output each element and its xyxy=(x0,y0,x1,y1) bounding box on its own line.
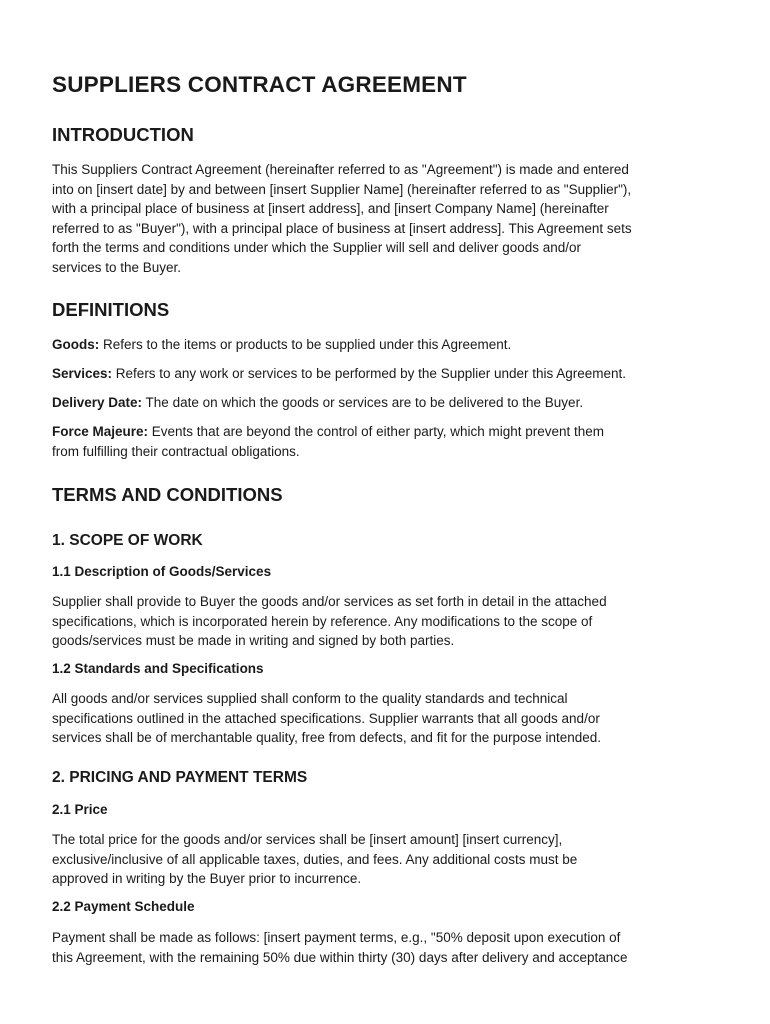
introduction-line: referred to as "Buyer"), with a principal place of business at [insert address]. This Agreement sets xyxy=(52,220,632,236)
section-line: Supplier shall provide to Buyer the goods and/or services as set forth in detail in the attached xyxy=(52,594,607,609)
section-1-1-heading: 1.1 Description of Goods/Services xyxy=(52,564,272,579)
terms-heading: TERMS AND CONDITIONS xyxy=(52,484,283,505)
section-2-2-heading: 2.2 Payment Schedule xyxy=(52,899,195,914)
section-2-2-paragraph xyxy=(52,928,724,967)
definition-term: Services: xyxy=(52,366,113,381)
section-1-1-paragraph xyxy=(52,592,724,651)
definition-line xyxy=(52,364,724,384)
definitions-heading: DEFINITIONS xyxy=(52,299,170,320)
introduction-line: with a principal place of business at [insert address], and [insert Company Name] (hereinafter xyxy=(52,201,609,216)
section-line: The total price for the goods and/or services shall be [insert amount] [insert currency], xyxy=(52,832,563,847)
section-line: Payment shall be made as follows: [insert payment terms, e.g., "50% deposit upon execution of xyxy=(52,930,621,945)
definition-force-majeure xyxy=(52,422,724,461)
definition-text: The date on which the goods or services are to be delivered to the Buyer. xyxy=(142,395,584,410)
introduction-line: into on [insert date] by and between [insert Supplier Name] (hereinafter referred to as "Supplier"), xyxy=(52,181,632,197)
introduction-paragraph xyxy=(52,160,724,277)
definition-term: Delivery Date: xyxy=(52,395,143,410)
definition-goods xyxy=(52,335,724,355)
section-line: specifications, which is incorporated herein by reference. Any modifications to the scope of xyxy=(52,613,593,629)
section-line: services shall be of merchantable quality, free from defects, and fit for the purpose intended. xyxy=(52,730,602,745)
section-line: All goods and/or services supplied shall conform to the quality standards and technical xyxy=(52,691,568,706)
section-line: goods/services must be made in writing and signed by both parties. xyxy=(52,633,455,648)
definition-text: Events that are beyond the control of either party, which might prevent them xyxy=(148,424,605,439)
introduction-heading: INTRODUCTION xyxy=(52,124,194,145)
scope-heading: 1. SCOPE OF WORK xyxy=(52,532,203,549)
definition-line xyxy=(52,422,724,442)
definition-line: from fulfilling their contractual obligations. xyxy=(52,443,300,459)
pricing-heading: 2. PRICING AND PAYMENT TERMS xyxy=(52,769,308,786)
section-line: specifications outlined in the attached specifications. Supplier warrants that all goods and/or xyxy=(52,710,600,726)
definition-text: Refers to the items or products to be supplied under this Agreement. xyxy=(99,337,512,352)
document-title: SUPPLIERS CONTRACT AGREEMENT xyxy=(52,72,467,97)
introduction-line: services to the Buyer. xyxy=(52,259,182,275)
section-line: this Agreement, with the remaining 50% due within thirty (30) days after delivery and acceptance xyxy=(52,949,628,965)
definition-term: Goods: xyxy=(52,337,100,352)
definition-term: Force Majeure: xyxy=(52,424,149,439)
section-1-2-paragraph xyxy=(52,689,724,748)
section-2-1-heading: 2.1 Price xyxy=(52,802,108,817)
section-2-1-paragraph xyxy=(52,830,724,889)
introduction-line: This Suppliers Contract Agreement (hereinafter referred to as "Agreement") is made and entered xyxy=(52,162,629,177)
section-line: exclusive/inclusive of all applicable taxes, duties, and fees. Any additional costs must be xyxy=(52,851,578,867)
definition-text: Refers to any work or services to be performed by the Supplier under this Agreement. xyxy=(112,366,627,381)
definition-line xyxy=(52,335,724,355)
definition-services xyxy=(52,364,724,384)
definition-line xyxy=(52,393,724,413)
introduction-line: forth the terms and conditions under which the Supplier will sell and deliver goods and/or xyxy=(52,240,582,255)
section-1-2-heading: 1.2 Standards and Specifications xyxy=(52,661,264,676)
definition-delivery-date xyxy=(52,393,724,413)
section-line: approved in writing by the Buyer prior to incurrence. xyxy=(52,871,362,886)
